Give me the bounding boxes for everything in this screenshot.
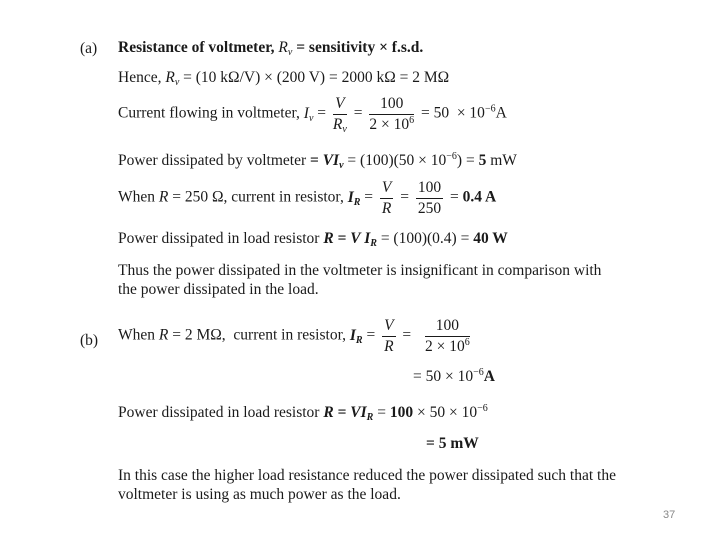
equation-line: = $50 \times 10^{-6}A$: [413, 367, 495, 385]
equation-line: Power dissipated in load resistor R = V $I_R = (100)(0.4) = 40$ W: [118, 230, 508, 249]
equation-line: When R = 250 Ω, current in resistor, $I_R$ = $\frac{V}{R}$ = $\frac{100}{250}$ = 0.4 A: [118, 179, 497, 217]
equation-line: Power dissipated in load resistor $R = VI_R = 100 \times 50 \times 10^{-6}$: [118, 403, 488, 423]
fraction: $\frac{100}{2 \times 10^6}$: [369, 95, 415, 133]
page-number: 37: [663, 509, 676, 521]
part-b-conclusion: In this case the higher load resistance reduced the power dissipated such that the voltmeter is using as much power as the load.: [118, 467, 616, 503]
equation-line: Current flowing in voltmeter, $I_v$ = $\frac{V}{R_v}$ = $\frac{100}{2 \times 10^6}$ = $50 \times 10^{-6}A$: [118, 95, 507, 135]
part-a-conclusion: Thus the power dissipated in the voltmeter is insignificant in comparison with the power dissipated in the load.: [118, 262, 602, 298]
equation-line: = 5 mW: [426, 435, 479, 452]
equation-line: Resistance of voltmeter, $R_v$ = sensitivity × f.s.d.: [118, 39, 424, 58]
fraction: $\frac{V}{R}$: [384, 317, 394, 355]
fraction: $\frac{100}{2 \times 10^6}$: [425, 317, 470, 355]
part-a-label: (a): [80, 40, 98, 57]
equation-line: Hence, $R_v = (10$ kΩ/V) × (200 V) = 2000 kΩ = 2 MΩ: [118, 69, 450, 88]
part-b-label: (b): [80, 332, 99, 349]
equation-line: Power dissipated by voltmeter = $VI_v = (100)(50 \times 10^{-6}) = 5$ mW: [118, 151, 517, 171]
fraction: $\frac{V}{R}$: [381, 179, 392, 217]
fraction: $\frac{100}{250}$: [417, 179, 442, 217]
equation-line: When R = 2 MΩ, current in resistor, $I_R$ = $\frac{V}{R}$ = $\frac{100}{2 \times 10^6}$: [118, 317, 470, 355]
fraction: $\frac{V}{R_v}$: [332, 95, 347, 135]
